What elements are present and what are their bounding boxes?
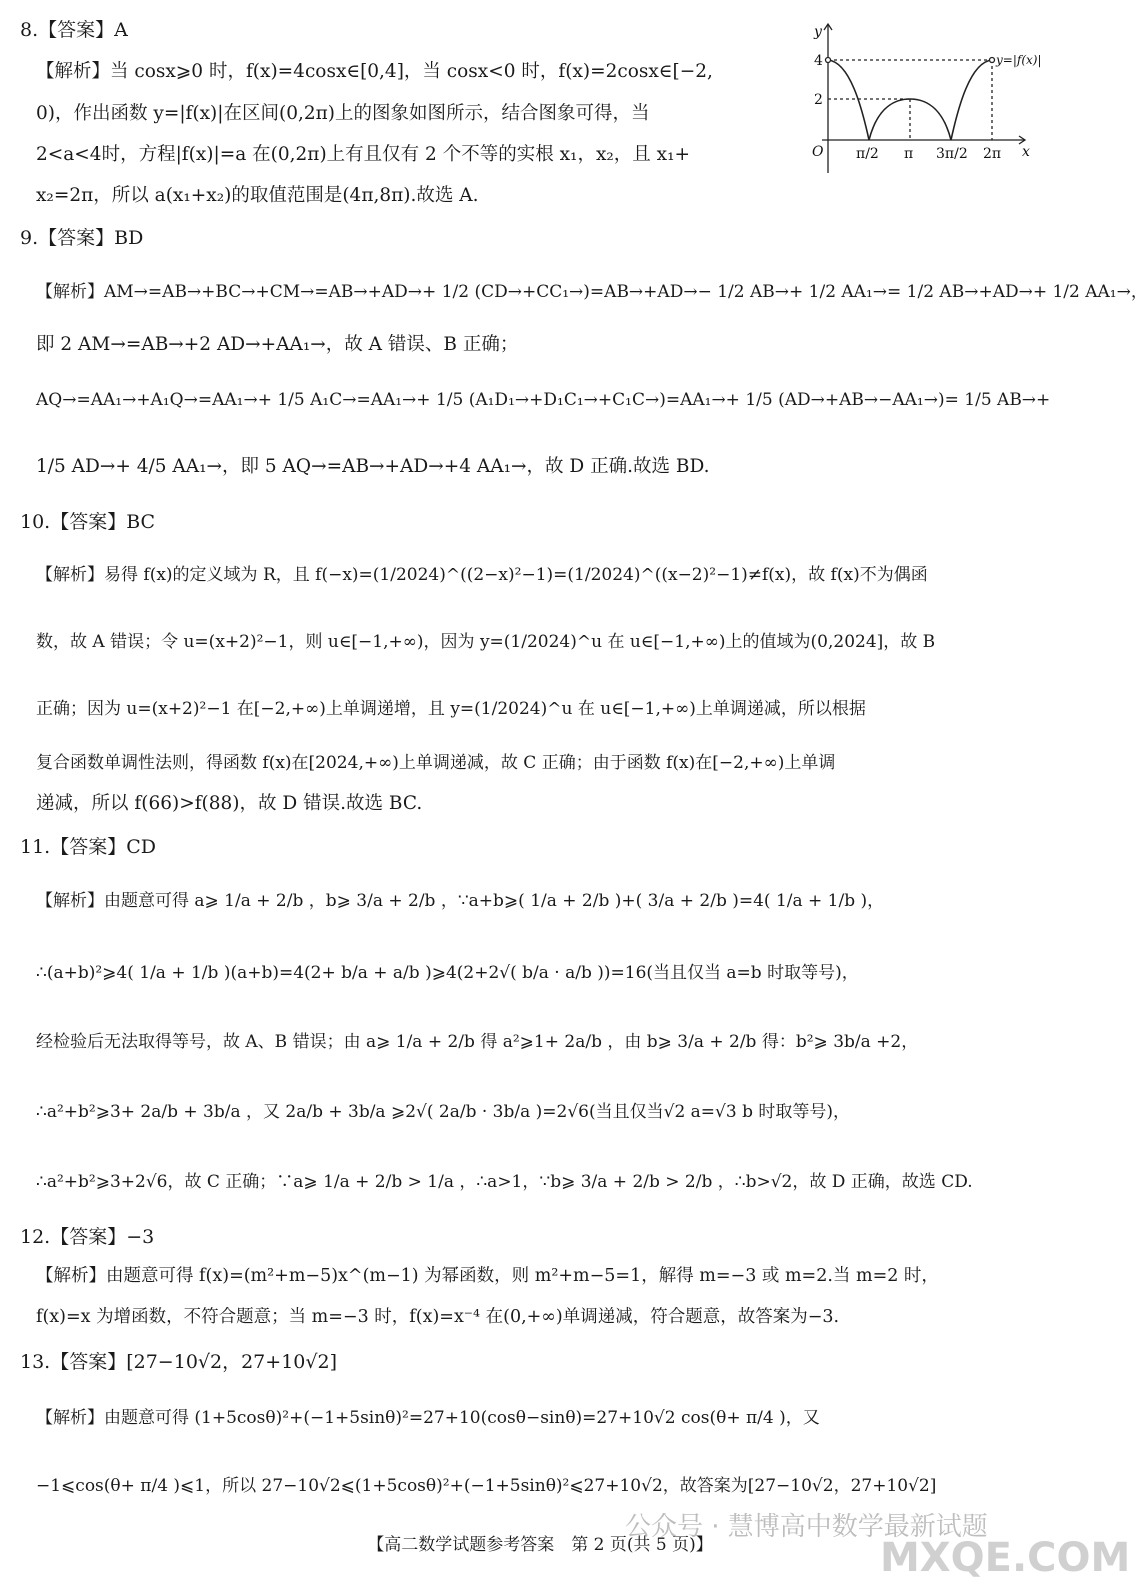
x-tick-2pi: 2π — [983, 146, 1002, 162]
q10-solution-line-1: 【解析】易得 f(x)的定义域为 R，且 f(−x)=(1/2024)^((2−x)²−1)=(1/2024)^((x−2)²−1)≠f(x)，故 f(x)不为偶函 — [36, 565, 928, 585]
q10-answer-head: 10.【答案】BC — [20, 511, 156, 533]
q8-solution-line-3: 2<a<4时，方程|f(x)|=a 在(0,2π)上有且仅有 2 个不等的实根 x₁，x₂，且 x₁+ — [36, 144, 691, 165]
q8-solution-line-4: x₂=2π，所以 a(x₁+x₂)的取值范围是(4π,8π).故选 A. — [36, 185, 479, 206]
q10-solution-line-2: 数，故 A 错误；令 u=(x+2)²−1，则 u∈[−1,+∞)，因为 y=(1/2024)^u 在 u∈[−1,+∞)上的值域为(0,2024]，故 B — [36, 632, 936, 652]
q11-answer-head: 11.【答案】CD — [20, 836, 156, 858]
q13-solution-line-2: −1⩽cos(θ+ π/4 )⩽1，所以 27−10√2⩽(1+5cosθ)²+(−1+5sinθ)²⩽27+10√2，故答案为[27−10√2，27+10√2] — [36, 1476, 937, 1496]
q9-solution-line-2: 即 2 AM→=AB→+2 AD→+AA₁→，故 A 错误、B 正确； — [36, 334, 519, 355]
open-point-left — [826, 58, 831, 63]
x-tick-three-half-pi: 3π/2 — [936, 146, 968, 162]
x-tick-half-pi: π/2 — [856, 146, 879, 162]
q11-solution-line-3: 经检验后无法取得等号，故 A、B 错误；由 a⩾ 1/a + 2/b 得 a²⩾1+ 2a/b ，由 b⩾ 3/a + 2/b 得：b²⩾ 3b/a +2， — [36, 1032, 919, 1052]
q8-solution-line-1: 【解析】当 cosx⩾0 时，f(x)=4cosx∈[0,4]，当 cosx<0 时，f(x)=2cosx∈[−2, — [36, 61, 713, 82]
open-point-right — [990, 58, 995, 63]
q13-answer-head: 13.【答案】[27−10√2，27+10√2] — [20, 1351, 337, 1373]
q11-solution-line-2: ∴(a+b)²⩾4( 1/a + 1/b )(a+b)=4(2+ b/a + a/b )⩾4(2+2√( b/a · a/b ))=16(当且仅当 a=b 时取等号)， — [36, 963, 859, 983]
curve-label: y=|f(x)| — [996, 53, 1042, 67]
q10-solution-line-3: 正确；因为 u=(x+2)²−1 在[−2,+∞)上单调递增，且 y=(1/2024)^u 在 u∈[−1,+∞)上单调递减，所以根据 — [36, 699, 866, 719]
watermark-text: 公众号 · 慧博高中数学最新试题 — [625, 1512, 988, 1542]
q12-solution-line-2: f(x)=x 为增函数，不符合题意；当 m=−3 时，f(x)=x⁻⁴ 在(0,+∞)单调递减，符合题意，故答案为−3. — [36, 1307, 840, 1327]
q12-answer-head: 12.【答案】−3 — [20, 1226, 155, 1248]
q8-solution-line-2: 0)，作出函数 y=|f(x)|在区间(0,2π)上的图象如图所示，结合图象可得，当 — [36, 103, 650, 124]
y-axis-label: y — [814, 24, 822, 40]
q9-solution-line-1: 【解析】AM→=AB→+BC→+CM→=AB→+AD→+ 1/2 (CD→+CC₁→)=AB→+AD→− 1/2 AB→+ 1/2 AA₁→= 1/2 AB→+AD→+ 1/2 AA₁→， — [36, 282, 1148, 302]
q11-solution-line-5: ∴a²+b²⩾3+2√6，故 C 正确；∵a⩾ 1/a + 2/b > 1/a ，∴a>1，∵b⩾ 3/a + 2/b > 2/b ，∴b>√2，故 D 正确，故选 CD. — [36, 1172, 973, 1192]
q11-solution-line-1: 【解析】由题意可得 a⩾ 1/a + 2/b ，b⩾ 3/a + 2/b ，∵a+b⩾( 1/a + 2/b )+( 3/a + 2/b )=4( 1/a + 1/b )， — [36, 891, 885, 911]
curve-segment-1 — [828, 60, 869, 140]
x-axis-label: x — [1022, 144, 1030, 160]
watermark-site: MXQE.COM — [880, 1535, 1131, 1581]
x-tick-pi: π — [904, 146, 914, 162]
q9-solution-line-4: 1/5 AD→+ 4/5 AA₁→，即 5 AQ→=AB→+AD→+4 AA₁→，故 D 正确.故选 BD. — [36, 456, 710, 477]
q12-solution-line-1: 【解析】由题意可得 f(x)=(m²+m−5)x^(m−1) 为幂函数，则 m²+m−5=1，解得 m=−3 或 m=2.当 m=2 时， — [36, 1266, 939, 1286]
y-tick-4: 4 — [814, 53, 823, 69]
q11-solution-line-4: ∴a²+b²⩾3+ 2a/b + 3b/a ，又 2a/b + 3b/a ⩾2√( 2a/b · 3b/a )=2√6(当且仅当√2 a=√3 b 时取等号)， — [36, 1102, 851, 1122]
page-footer: 【高二数学试题参考答案 第 2 页(共 5 页)】 — [367, 1535, 713, 1555]
q13-solution-line-1: 【解析】由题意可得 (1+5cosθ)²+(−1+5sinθ)²=27+10(cosθ−sinθ)=27+10√2 cos(θ+ π/4 )，又 — [36, 1408, 820, 1428]
q10-solution-line-4: 复合函数单调性法则，得函数 f(x)在[2024,+∞)上单调递减，故 C 正确；由于函数 f(x)在[−2,+∞)上单调 — [36, 753, 836, 773]
y-tick-2: 2 — [814, 92, 823, 108]
q8-answer-head: 8.【答案】A — [20, 19, 128, 41]
q9-solution-line-3: AQ→=AA₁→+A₁Q→=AA₁→+ 1/5 A₁C→=AA₁→+ 1/5 (A₁D₁→+D₁C₁→+C₁C→)=AA₁→+ 1/5 (AD→+AB→−AA₁→)= 1/5 AB→+ — [36, 390, 1051, 410]
origin-label: O — [812, 144, 824, 160]
function-graph — [800, 18, 1040, 186]
curve-segment-3 — [951, 60, 992, 140]
q9-answer-head: 9.【答案】BD — [20, 227, 144, 249]
q10-solution-line-5: 递减，所以 f(66)>f(88)，故 D 错误.故选 BC. — [36, 793, 423, 814]
